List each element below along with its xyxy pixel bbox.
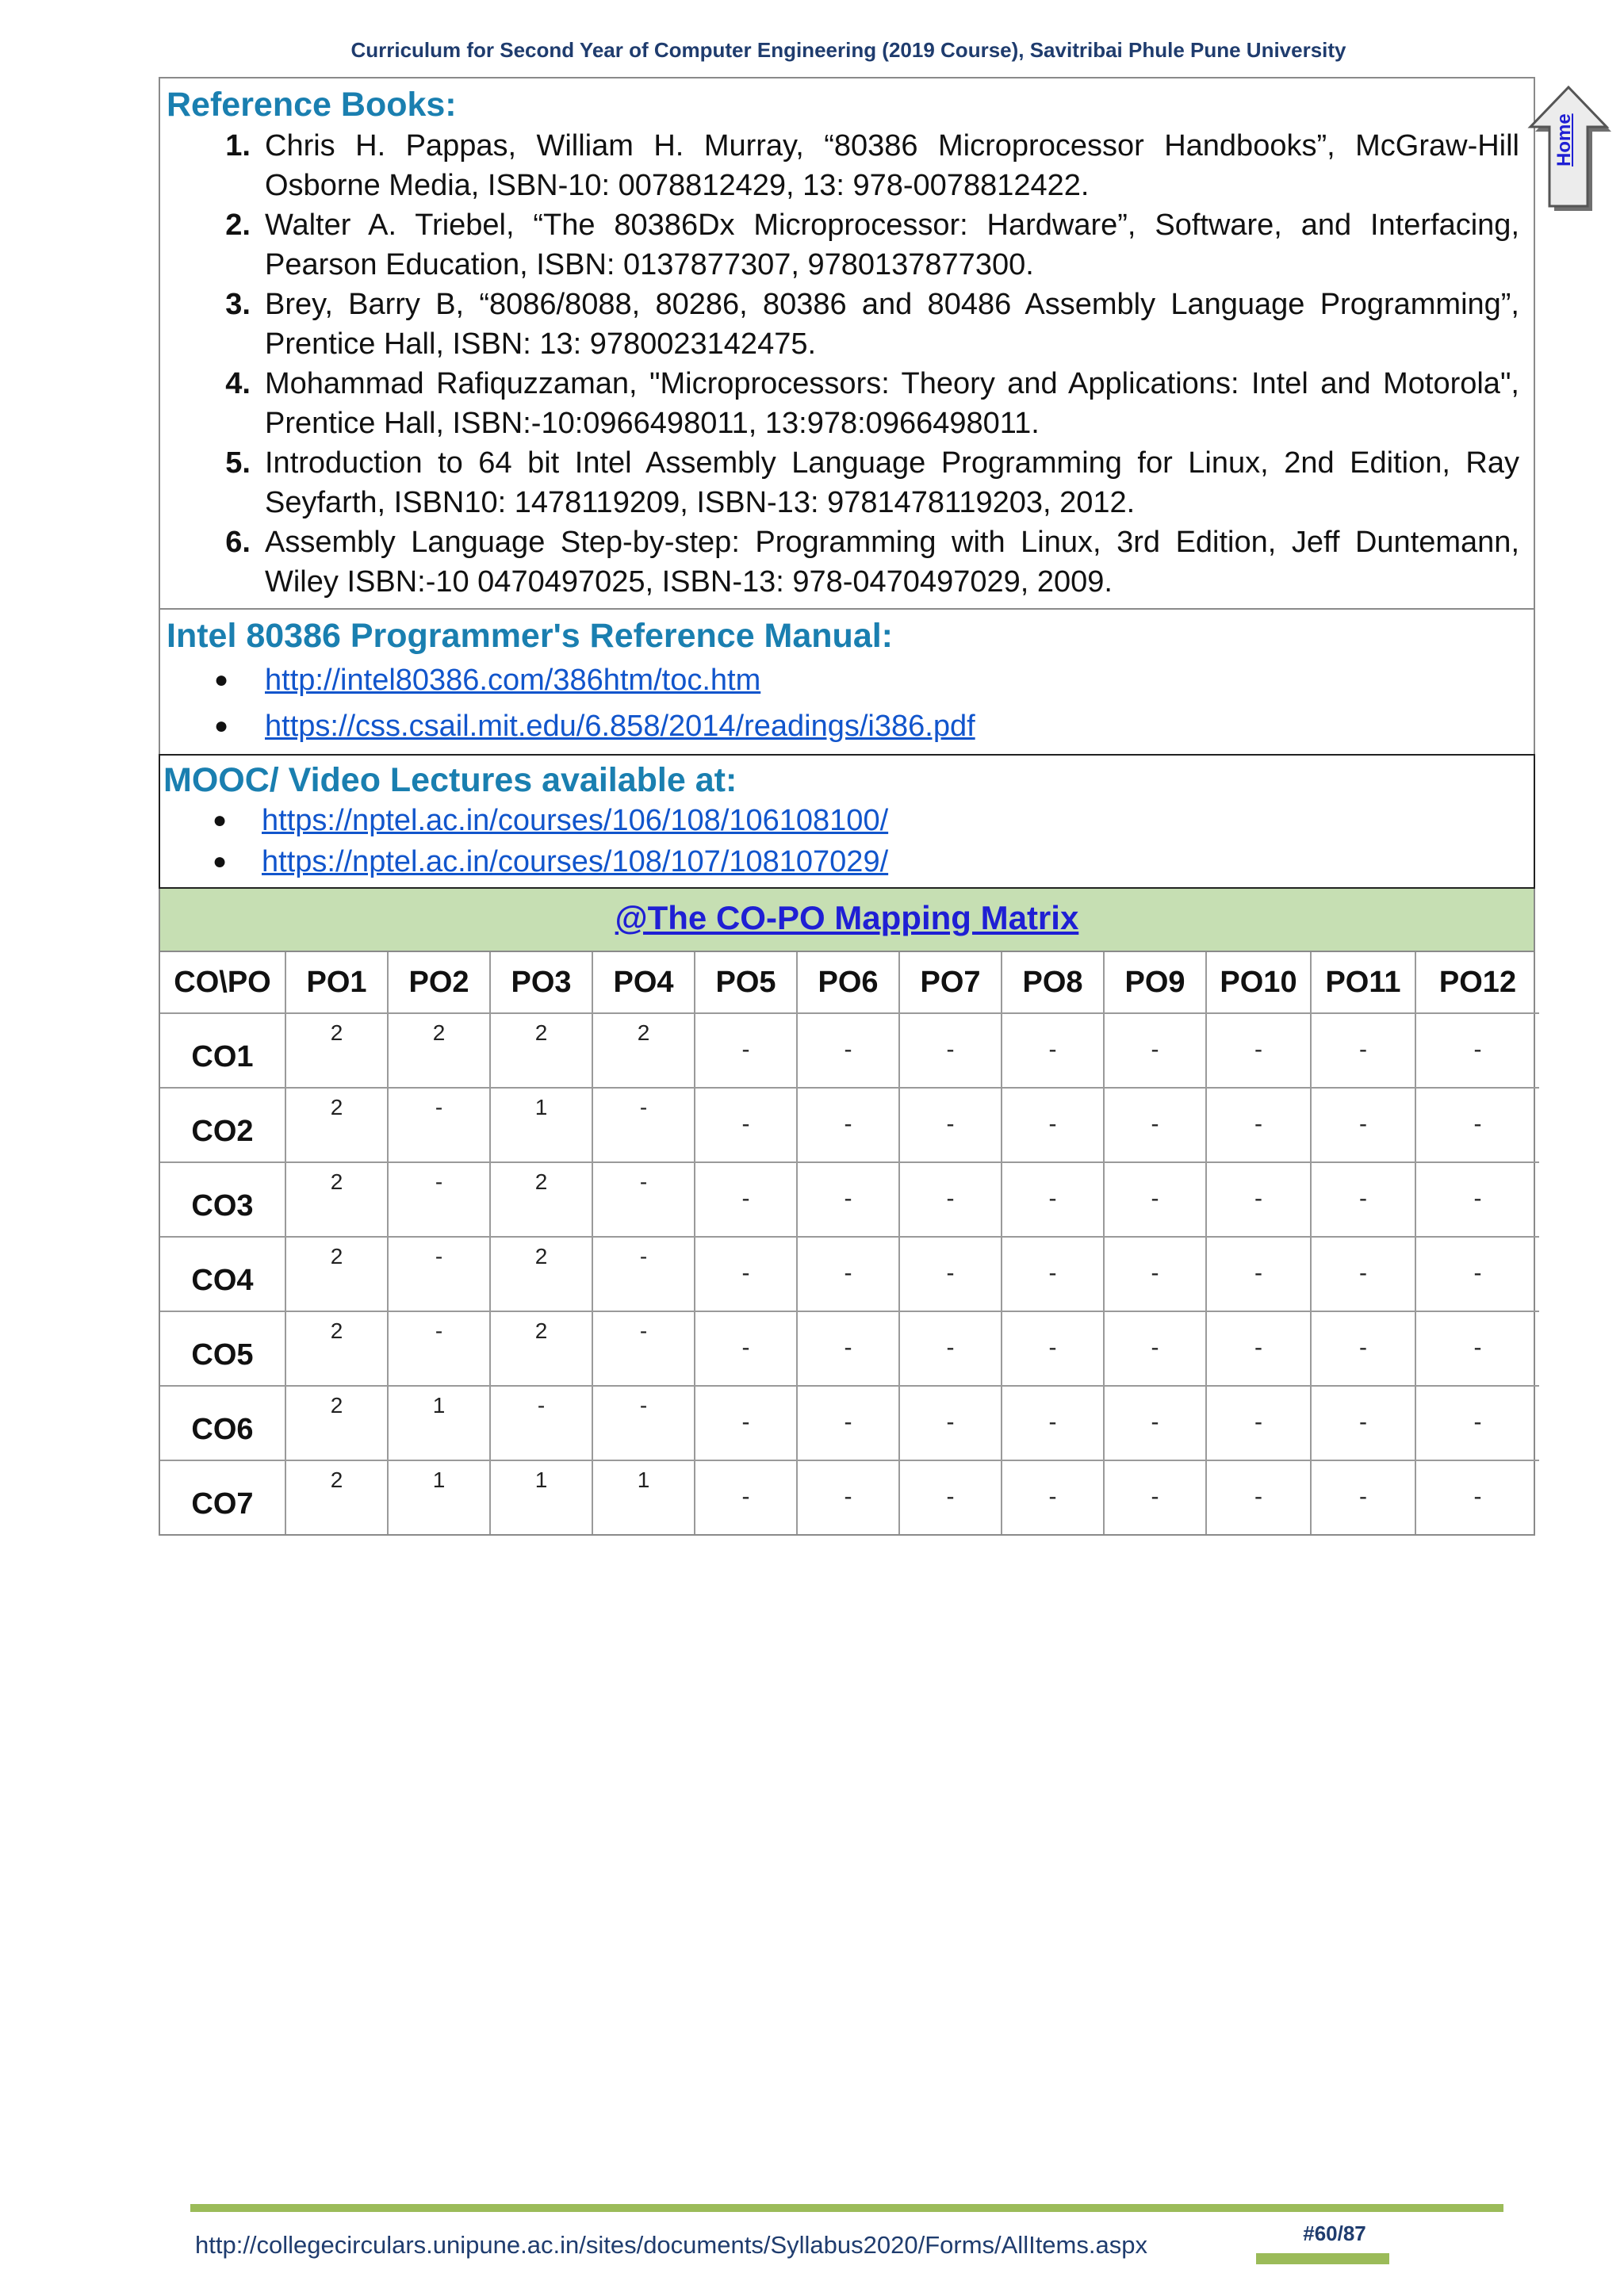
cell-value: -: [946, 1036, 955, 1062]
cell-value: -: [1151, 1334, 1159, 1360]
list-item: [160, 841, 1534, 882]
cell-value: 2: [534, 1318, 548, 1343]
table-row: [160, 1237, 1539, 1311]
book-text: Chris H. Pappas, William H. Murray, “80386 Microprocessor Handbooks”, McGraw-Hill Osborne Media, ISBN-10: 0078812429, 13: 978-0078812422.: [265, 129, 1519, 202]
table-cell: [695, 1311, 797, 1386]
cell-value: -: [1151, 1260, 1159, 1286]
table-cell: [285, 1460, 388, 1534]
cell-value: -: [741, 1409, 750, 1435]
cell-value: 1: [534, 1468, 548, 1492]
table-cell: [285, 1237, 388, 1311]
table-cell: [592, 1386, 695, 1460]
cell-value: -: [435, 1095, 443, 1119]
table-cell: [797, 1386, 899, 1460]
table-cell: [797, 1162, 899, 1237]
cell-value: -: [1254, 1036, 1262, 1062]
column-header: PO7: [899, 952, 1002, 1013]
cell-value: -: [1473, 1111, 1482, 1137]
table-cell: [388, 1162, 490, 1237]
table-row: [160, 1386, 1539, 1460]
cell-value: -: [1048, 1409, 1057, 1435]
cell-value: -: [1473, 1334, 1482, 1360]
table-cell: [695, 1460, 797, 1534]
mooc-section: [159, 754, 1535, 889]
cell-value: -: [844, 1409, 852, 1435]
cell-value: -: [1254, 1334, 1262, 1360]
co-label-cell: CO5: [160, 1311, 285, 1386]
cell-value: -: [1473, 1036, 1482, 1062]
manual-links: [160, 657, 1534, 754]
cell-value: -: [639, 1244, 648, 1269]
table-cell: [899, 1013, 1002, 1088]
footer-url: http://collegecirculars.unipune.ac.in/sites/documents/Syllabus2020/Forms/AllItems.aspx: [195, 2231, 1147, 2259]
cell-value: -: [435, 1244, 443, 1269]
table-cell: [1311, 1386, 1415, 1460]
column-header: PO6: [797, 952, 899, 1013]
table-cell: [1415, 1088, 1539, 1162]
table-cell: [1002, 1237, 1104, 1311]
table-cell: [1311, 1311, 1415, 1386]
table-cell: [1002, 1162, 1104, 1237]
cell-value: -: [1359, 1036, 1367, 1062]
page-header: Curriculum for Second Year of Computer Engineering (2019 Course), Savitribai Phule Pune University: [350, 38, 1346, 62]
table-cell: [388, 1013, 490, 1088]
cell-value: -: [741, 1036, 750, 1062]
cell-value: -: [435, 1318, 443, 1343]
cell-value: -: [1473, 1260, 1482, 1286]
table-cell: [1415, 1311, 1539, 1386]
cell-value: -: [946, 1111, 955, 1137]
table-cell: [1002, 1460, 1104, 1534]
column-header: PO10: [1206, 952, 1311, 1013]
cell-value: -: [1359, 1260, 1367, 1286]
cell-value: -: [844, 1185, 852, 1211]
item-number: 1.: [225, 129, 251, 163]
cell-value: -: [946, 1409, 955, 1435]
table-cell: [592, 1460, 695, 1534]
table-cell: [1206, 1237, 1311, 1311]
table-cell: [388, 1311, 490, 1386]
table-cell: [388, 1088, 490, 1162]
item-number: 4.: [225, 367, 251, 400]
cell-value: -: [1473, 1409, 1482, 1435]
table-cell: [285, 1162, 388, 1237]
cell-value: -: [1151, 1483, 1159, 1510]
cell-value: 2: [330, 1095, 343, 1119]
table-cell: [388, 1237, 490, 1311]
table-row: [160, 1460, 1539, 1534]
cell-value: -: [1254, 1260, 1262, 1286]
table-cell: [490, 1013, 592, 1088]
list-item: [160, 285, 1519, 364]
bullet-icon: ●: [213, 848, 228, 874]
cell-value: 1: [637, 1468, 650, 1492]
column-header: PO8: [1002, 952, 1104, 1013]
manual-section: [160, 610, 1534, 754]
cell-value: -: [537, 1393, 546, 1418]
mooc-links: [160, 800, 1534, 887]
home-link[interactable]: Home: [1553, 113, 1575, 166]
column-header: PO12: [1415, 952, 1539, 1013]
cell-value: -: [741, 1185, 750, 1211]
manual-link-1[interactable]: http://intel80386.com/386htm/toc.htm: [265, 664, 761, 697]
table-cell: [490, 1162, 592, 1237]
table-cell: [592, 1162, 695, 1237]
cell-value: -: [639, 1318, 648, 1343]
table-cell: [490, 1237, 592, 1311]
table-cell: [899, 1162, 1002, 1237]
table-cell: [1206, 1460, 1311, 1534]
bullet-icon: ●: [214, 713, 229, 739]
table-cell: [1415, 1386, 1539, 1460]
bullet-icon: ●: [214, 667, 229, 693]
cell-value: 2: [534, 1169, 548, 1194]
column-header: PO1: [285, 952, 388, 1013]
matrix-title-row: [160, 889, 1534, 952]
cell-value: -: [435, 1169, 443, 1194]
table-cell: [490, 1311, 592, 1386]
page-number-bar: [1256, 2253, 1389, 2264]
cell-value: -: [1473, 1483, 1482, 1510]
table-cell: [797, 1460, 899, 1534]
cell-value: -: [1359, 1111, 1367, 1137]
cell-value: -: [1151, 1036, 1159, 1062]
matrix-body: [160, 1013, 1539, 1534]
table-cell: [1311, 1460, 1415, 1534]
table-cell: [1311, 1013, 1415, 1088]
table-cell: [1002, 1311, 1104, 1386]
table-cell: [1104, 1162, 1206, 1237]
cell-value: -: [1151, 1185, 1159, 1211]
table-row: [160, 1088, 1539, 1162]
list-item: [160, 364, 1519, 443]
cell-value: -: [1254, 1185, 1262, 1211]
page-number: #60/87: [1303, 2221, 1366, 2245]
matrix-title-link[interactable]: @The CO-PO Mapping Matrix: [615, 899, 1079, 936]
cell-value: 2: [432, 1020, 446, 1045]
item-number: 6.: [225, 526, 251, 559]
table-cell: [695, 1013, 797, 1088]
table-cell: [1206, 1088, 1311, 1162]
co-label-cell: CO2: [160, 1088, 285, 1162]
table-cell: [1104, 1311, 1206, 1386]
manual-link-2[interactable]: https://css.csail.mit.edu/6.858/2014/readings/i386.pdf: [265, 710, 975, 743]
cell-value: -: [844, 1483, 852, 1510]
footer-divider: [190, 2204, 1503, 2212]
cell-value: -: [844, 1111, 852, 1137]
co-po-matrix-table: [160, 952, 1539, 1534]
co-label-cell: CO3: [160, 1162, 285, 1237]
table-cell: [285, 1088, 388, 1162]
cell-value: 2: [330, 1169, 343, 1194]
cell-value: -: [1048, 1111, 1057, 1137]
list-item: [160, 126, 1519, 205]
cell-value: 2: [330, 1468, 343, 1492]
list-item: [160, 657, 1534, 703]
cell-value: 2: [534, 1244, 548, 1269]
table-cell: [1415, 1013, 1539, 1088]
column-header: PO3: [490, 952, 592, 1013]
table-cell: [1104, 1386, 1206, 1460]
cell-value: -: [1151, 1409, 1159, 1435]
table-cell: [490, 1386, 592, 1460]
table-cell: [388, 1460, 490, 1534]
table-cell: [490, 1460, 592, 1534]
book-text: Mohammad Rafiquzzaman, "Microprocessors: Theory and Applications: Intel and Motorola", Prentice Hall, ISBN:-10:0966498011, 13:978:0966498011.: [265, 367, 1519, 440]
list-item: [160, 703, 1534, 749]
table-cell: [1104, 1088, 1206, 1162]
cell-value: -: [741, 1483, 750, 1510]
table-cell: [1206, 1162, 1311, 1237]
co-label-cell: CO6: [160, 1386, 285, 1460]
table-row: [160, 1162, 1539, 1237]
table-cell: [388, 1386, 490, 1460]
table-cell: [899, 1386, 1002, 1460]
table-cell: [797, 1237, 899, 1311]
table-cell: [592, 1237, 695, 1311]
column-header: PO5: [695, 952, 797, 1013]
co-label-cell: CO1: [160, 1013, 285, 1088]
cell-value: 2: [330, 1393, 343, 1418]
list-item: [160, 205, 1519, 285]
cell-value: 2: [330, 1318, 343, 1343]
table-row: [160, 1311, 1539, 1386]
item-number: 2.: [225, 209, 251, 242]
column-header: PO11: [1311, 952, 1415, 1013]
cell-value: -: [1048, 1483, 1057, 1510]
cell-value: -: [741, 1260, 750, 1286]
mooc-link-2[interactable]: https://nptel.ac.in/courses/108/107/108107029/: [262, 845, 889, 878]
mooc-heading: MOOC/ Video Lectures available at:: [163, 761, 737, 799]
table-cell: [1104, 1013, 1206, 1088]
cell-value: -: [844, 1334, 852, 1360]
cell-value: -: [1359, 1409, 1367, 1435]
table-cell: [797, 1088, 899, 1162]
table-cell: [797, 1311, 899, 1386]
cell-value: 2: [330, 1244, 343, 1269]
table-cell: [899, 1237, 1002, 1311]
cell-value: -: [1254, 1483, 1262, 1510]
cell-value: -: [946, 1260, 955, 1286]
table-cell: [797, 1013, 899, 1088]
cell-value: -: [1359, 1483, 1367, 1510]
table-cell: [1002, 1088, 1104, 1162]
reference-books-section: [160, 78, 1534, 610]
table-cell: [695, 1162, 797, 1237]
cell-value: -: [1359, 1334, 1367, 1360]
cell-value: -: [1473, 1185, 1482, 1211]
table-cell: [285, 1386, 388, 1460]
table-cell: [1104, 1460, 1206, 1534]
table-row: [160, 1013, 1539, 1088]
table-cell: [899, 1460, 1002, 1534]
cell-value: -: [639, 1169, 648, 1194]
cell-value: -: [1151, 1111, 1159, 1137]
table-cell: [490, 1088, 592, 1162]
list-item: [160, 522, 1519, 602]
cell-value: -: [1254, 1111, 1262, 1137]
content-frame: [159, 77, 1535, 1536]
table-cell: [899, 1088, 1002, 1162]
table-cell: [1206, 1013, 1311, 1088]
cell-value: -: [1254, 1409, 1262, 1435]
cell-value: -: [1359, 1185, 1367, 1211]
cell-value: 1: [432, 1468, 446, 1492]
list-item: [160, 800, 1534, 841]
manual-heading: Intel 80386 Programmer's Reference Manual:: [167, 617, 893, 655]
reference-books-list: [160, 126, 1534, 608]
bullet-icon: ●: [213, 807, 228, 833]
column-header: CO\PO: [160, 952, 285, 1013]
table-cell: [695, 1237, 797, 1311]
table-cell: [1415, 1460, 1539, 1534]
column-header: PO4: [592, 952, 695, 1013]
table-cell: [1206, 1386, 1311, 1460]
book-text: Assembly Language Step-by-step: Programming with Linux, 3rd Edition, Jeff Duntemann, Wiley ISBN:-10 0470497025, ISBN-13: 978-0470497029, 2009.: [265, 526, 1519, 599]
cell-value: -: [741, 1334, 750, 1360]
table-cell: [1311, 1088, 1415, 1162]
table-cell: [1002, 1386, 1104, 1460]
table-cell: [1104, 1237, 1206, 1311]
table-cell: [592, 1013, 695, 1088]
reference-books-heading: Reference Books:: [167, 86, 457, 124]
table-cell: [592, 1088, 695, 1162]
table-cell: [695, 1386, 797, 1460]
mooc-link-1[interactable]: https://nptel.ac.in/courses/106/108/106108100/: [262, 804, 889, 837]
cell-value: -: [1048, 1185, 1057, 1211]
cell-value: 1: [432, 1393, 446, 1418]
cell-value: -: [946, 1185, 955, 1211]
cell-value: -: [639, 1095, 648, 1119]
cell-value: -: [741, 1111, 750, 1137]
cell-value: 1: [534, 1095, 548, 1119]
table-cell: [1311, 1162, 1415, 1237]
table-cell: [592, 1311, 695, 1386]
table-cell: [285, 1013, 388, 1088]
cell-value: 2: [637, 1020, 650, 1045]
cell-value: 2: [534, 1020, 548, 1045]
cell-value: -: [1048, 1260, 1057, 1286]
table-cell: [285, 1311, 388, 1386]
co-label-cell: CO7: [160, 1460, 285, 1534]
cell-value: -: [844, 1260, 852, 1286]
table-header-row: [160, 952, 1539, 1013]
table-cell: [1415, 1237, 1539, 1311]
table-cell: [1002, 1013, 1104, 1088]
table-cell: [1311, 1237, 1415, 1311]
table-cell: [899, 1311, 1002, 1386]
co-label-cell: CO4: [160, 1237, 285, 1311]
table-cell: [1415, 1162, 1539, 1237]
item-number: 5.: [225, 446, 251, 480]
column-header: PO2: [388, 952, 490, 1013]
cell-value: -: [946, 1334, 955, 1360]
book-text: Introduction to 64 bit Intel Assembly Language Programming for Linux, 2nd Edition, Ray Seyfarth, ISBN10: 1478119209, ISBN-13: 9781478119203, 2012.: [265, 446, 1519, 519]
cell-value: 2: [330, 1020, 343, 1045]
list-item: [160, 443, 1519, 522]
column-header: PO9: [1104, 952, 1206, 1013]
cell-value: -: [844, 1036, 852, 1062]
cell-value: -: [639, 1393, 648, 1418]
table-cell: [1206, 1311, 1311, 1386]
book-text: Brey, Barry B, “8086/8088, 80286, 80386 and 80486 Assembly Language Programming”, Prentice Hall, ISBN: 13: 9780023142475.: [265, 288, 1519, 361]
cell-value: -: [1048, 1334, 1057, 1360]
cell-value: -: [1048, 1036, 1057, 1062]
table-cell: [695, 1088, 797, 1162]
book-text: Walter A. Triebel, “The 80386Dx Microprocessor: Hardware”, Software, and Interfacing, Pearson Education, ISBN: 0137877307, 9780137877300.: [265, 209, 1519, 281]
cell-value: -: [946, 1483, 955, 1510]
item-number: 3.: [225, 288, 251, 321]
